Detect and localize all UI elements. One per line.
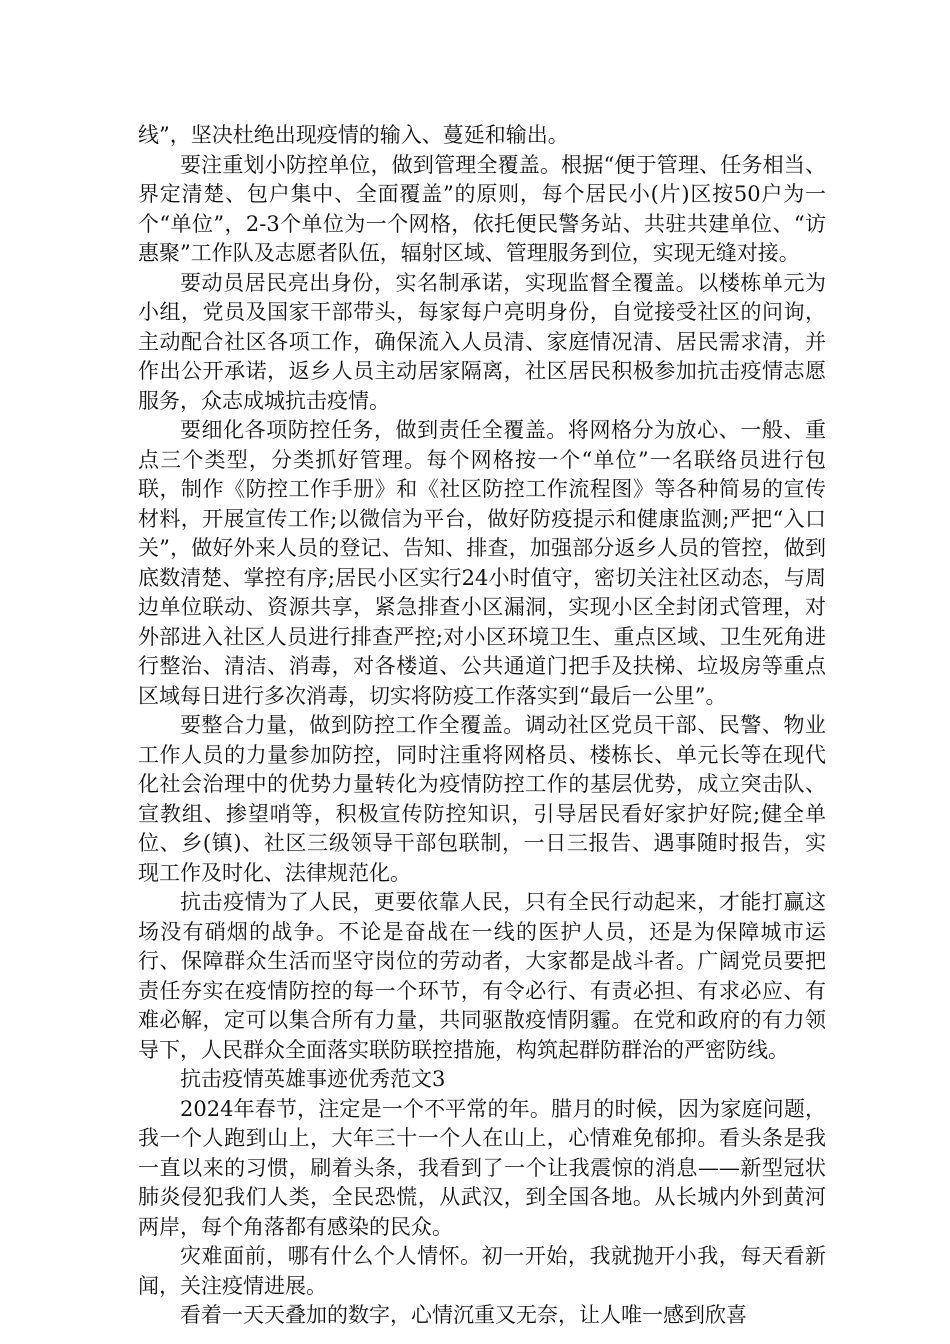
paragraph-continuation: 线”，坚决杜绝出现疫情的输入、蔓延和输出。 [138, 123, 569, 147]
section-heading: 抗击疫情英雄事迹优秀范文3 [180, 1067, 446, 1091]
paragraph-numbers: 看着一天天叠加的数字，心情沉重又无奈，让人唯一感到欣喜 [180, 1303, 747, 1327]
paragraph-disaster: 灾难面前，哪有什么个人情怀。初一开始，我就抛开小我，每天看新闻，关注疫情进展。 [138, 1244, 826, 1298]
paragraph-grid-units: 要注重划小防控单位，做到管理全覆盖。根据“便于管理、任务相当、界定清楚、包户集中、全面覆盖”的原则，每个居民小(片)区按50户为一个“单位”，2-3个单位为一个网格，依托便民警务站、共驻共建单位、“访惠聚”工作队及志愿者队伍，辐射区域、管理服务到位，实现无缝对接。 [138, 152, 826, 265]
paragraph-rely-on-people: 抗击疫情为了人民，更要依靠人民，只有全民行动起来，才能打赢这场没有硝烟的战争。不论是奋战在一线的医护人员，还是为保障城市运行、保障群众生活而坚守岗位的劳动者，大家都是战斗者。广阔党员要把责任夯实在疫情防控的每一个环节，有令必行、有责必担、有求必应、有难必解，定可以集合所有力量，共同驱散疫情阴霾。在党和政府的有力领导下，人民群众全面落实联防联控措施，构筑起群防群治的严密防线。 [138, 890, 826, 1062]
document-page [138, 121, 826, 1331]
paragraph-integrate-forces: 要整合力量，做到防控工作全覆盖。调动社区党员干部、民警、物业工作人员的力量参加防控，同时注重将网格员、楼栋长、单元长等在现代化社会治理中的优势力量转化为疫情防控工作的基层优势，成立突击队、宣教组、掺望哨等，积极宣传防控知识，引导居民看好家护好院;健全单位、乡(镇)、社区三级领导干部包联制，一日三报告、遇事随时报告，实现工作及时化、法律规范化。 [138, 713, 826, 885]
paragraph-spring-festival: 2024年春节，注定是一个不平常的年。腊月的时候，因为家庭问题，我一个人跑到山上，大年三十一个人在山上，心情难免郁抑。看头条是我一直以来的习惯，刷着头条，我看到了一个让我震惊的消息——新型冠状肺炎侵犯我们人类，全民恐慌，从武汉，到全国各地。从长城内外到黄河两岸，每个角落都有感染的民众。 [138, 1096, 826, 1239]
paragraph-prevention-tasks: 要细化各项防控任务，做到责任全覆盖。将网格分为放心、一般、重点三个类型，分类抓好管理。每个网格按一个“单位”一名联络员进行包联，制作《防控工作手册》和《社区防控工作流程图》等各种简易的宣传材料，开展宣传工作;以微信为平台，做好防疫提示和健康监测;严把“入口关”，做好外来人员的登记、告知、排查，加强部分返乡人员的管控，做到底数清楚、掌控有序;居民小区实行24小时值守，密切关注社区动态，与周边单位联动、资源共享，紧急排查小区漏洞，实现小区全封闭式管理，对外部进入社区人员进行排查严控;对小区环境卫生、重点区域、卫生死角进行整治、清洁、消毒，对各楼道、公共通道门把手及扶梯、垃圾房等重点区域每日进行多次消毒，切实将防疫工作落实到“最后一公里”。 [138, 418, 826, 708]
paragraph-resident-identity: 要动员居民亮出身份，实名制承诺，实现监督全覆盖。以楼栋单元为小组，党员及国家干部带头，每家每户亮明身份，自觉接受社区的问询，主动配合社区各项工作，确保流入人员清、家庭情况清、居民需求清，并作出公开承诺，返乡人员主动居家隔离，社区居民积极参加抗击疫情志愿服务，众志成城抗击疫情。 [138, 270, 826, 413]
